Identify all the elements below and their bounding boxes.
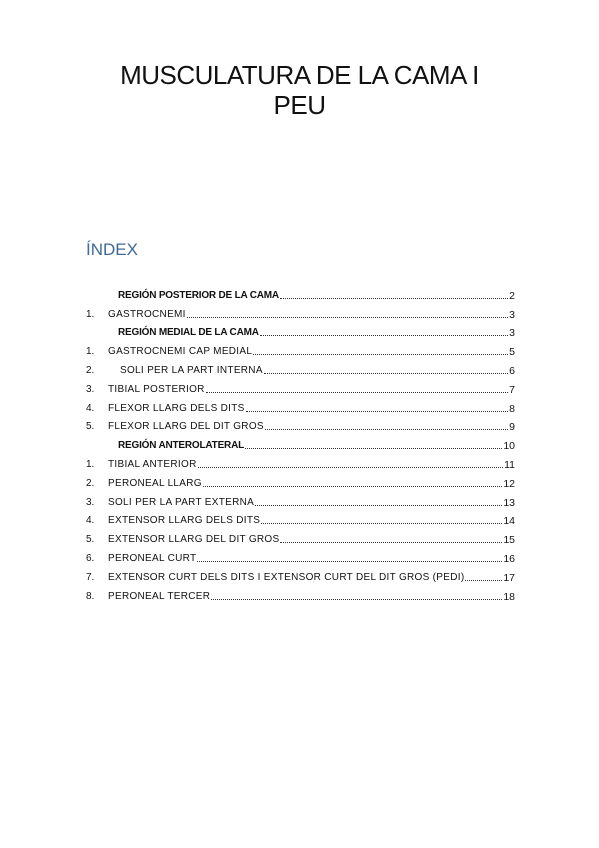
- toc-entry-label: PERONEAL TERCER: [108, 590, 211, 602]
- toc-entry-label: TIBIAL POSTERIOR: [108, 383, 205, 395]
- toc-dot-leader: [203, 486, 502, 487]
- toc-dot-leader: [261, 523, 502, 524]
- toc-page-number: 7: [509, 383, 515, 396]
- toc-entry-label: SOLI PER LA PART EXTERNA: [108, 496, 255, 508]
- toc-entry[interactable]: [86, 339, 515, 358]
- toc-dot-leader: [264, 373, 508, 374]
- table-of-contents: [86, 283, 515, 603]
- toc-entry-label: EXTENSOR LLARG DEL DIT GROS: [108, 534, 280, 546]
- toc-entry-label: REGIÓN ANTEROLATERAL: [118, 440, 244, 452]
- toc-page-number: 9: [509, 421, 515, 434]
- toc-entry-number: 1.: [86, 308, 95, 320]
- toc-dot-leader: [198, 467, 504, 468]
- toc-entry-number: 3.: [86, 383, 95, 395]
- toc-page-number: 11: [504, 458, 515, 471]
- toc-dot-leader: [280, 298, 508, 299]
- toc-entry-label: EXTENSOR LLARG DELS DITS: [108, 515, 261, 527]
- toc-entry[interactable]: [86, 415, 515, 434]
- toc-section-entry[interactable]: [86, 433, 515, 452]
- toc-entry-label: REGIÓN MEDIAL DE LA CAMA: [118, 327, 259, 339]
- toc-section-entry[interactable]: [86, 321, 515, 340]
- toc-dot-leader: [245, 448, 502, 449]
- toc-entry-label: FLEXOR LLARG DEL DIT GROS: [108, 421, 264, 433]
- toc-entry-label: EXTENSOR CURT DELS DITS I EXTENSOR CURT DEL DIT GROS (PEDI): [108, 571, 465, 583]
- toc-page-number: 13: [503, 496, 515, 509]
- toc-page-number: 8: [509, 402, 515, 415]
- toc-entry-number: 5.: [86, 534, 95, 546]
- document-title: [60, 60, 539, 120]
- toc-page-number: 2: [509, 289, 515, 302]
- toc-entry[interactable]: [86, 490, 515, 509]
- toc-entry[interactable]: [86, 565, 515, 584]
- toc-entry-label: GASTROCNEMI: [108, 308, 186, 320]
- toc-dot-leader: [187, 317, 508, 318]
- toc-entry-number: 2.: [86, 477, 95, 489]
- toc-dot-leader: [197, 561, 502, 562]
- toc-dot-leader: [255, 505, 502, 506]
- toc-dot-leader: [246, 411, 509, 412]
- toc-entry-number: 7.: [86, 571, 95, 583]
- toc-page-number: 16: [503, 552, 515, 565]
- toc-entry[interactable]: [86, 546, 515, 565]
- toc-dot-leader: [280, 542, 502, 543]
- toc-entry[interactable]: [86, 396, 515, 415]
- toc-section-entry[interactable]: [86, 283, 515, 302]
- toc-page-number: 12: [503, 477, 515, 490]
- toc-entry-label: PERONEAL LLARG: [108, 477, 202, 489]
- toc-entry-label: FLEXOR LLARG DELS DITS: [108, 402, 245, 414]
- index-heading: ÍNDEX: [86, 240, 138, 259]
- toc-entry-label: SOLI PER LA PART INTERNA: [120, 364, 263, 376]
- toc-page-number: 14: [503, 515, 515, 528]
- toc-dot-leader: [260, 335, 508, 336]
- toc-dot-leader: [206, 392, 508, 393]
- toc-entry[interactable]: [86, 584, 515, 603]
- toc-entry-number: 8.: [86, 590, 95, 602]
- toc-dot-leader: [211, 599, 502, 600]
- toc-entry-number: 1.: [86, 458, 95, 470]
- toc-entry-number: 5.: [86, 421, 95, 433]
- toc-entry-number: 1.: [86, 346, 95, 358]
- toc-entry[interactable]: [86, 452, 515, 471]
- toc-page-number: 10: [503, 440, 515, 453]
- toc-page-number: 6: [509, 364, 515, 377]
- toc-dot-leader: [465, 580, 502, 581]
- toc-page-number: 3: [509, 327, 515, 340]
- toc-entry[interactable]: [86, 377, 515, 396]
- toc-page-number: 3: [509, 308, 515, 321]
- toc-entry-label: TIBIAL ANTERIOR: [108, 458, 197, 470]
- toc-page-number: 5: [509, 346, 515, 359]
- toc-entry[interactable]: [86, 358, 515, 377]
- title-line-2: PEU: [273, 90, 326, 120]
- toc-entry[interactable]: [86, 471, 515, 490]
- toc-entry[interactable]: [86, 509, 515, 528]
- toc-dot-leader: [253, 354, 508, 355]
- toc-entry-number: 4.: [86, 515, 95, 527]
- toc-dot-leader: [265, 429, 508, 430]
- toc-entry-number: 6.: [86, 552, 95, 564]
- toc-page-number: 17: [503, 571, 515, 584]
- toc-entry[interactable]: [86, 302, 515, 321]
- toc-entry-number: 4.: [86, 402, 95, 414]
- toc-entry-label: PERONEAL CURT: [108, 552, 197, 564]
- toc-entry[interactable]: [86, 527, 515, 546]
- title-line-1: MUSCULATURA DE LA CAMA I: [120, 60, 479, 90]
- toc-page-number: 18: [503, 590, 515, 603]
- toc-entry-label: GASTROCNEMI CAP MEDIAL: [108, 346, 253, 358]
- toc-entry-number: 2.: [86, 364, 95, 376]
- toc-page-number: 15: [503, 534, 515, 547]
- toc-entry-number: 3.: [86, 496, 95, 508]
- toc-entry-label: REGIÓN POSTERIOR DE LA CAMA: [118, 289, 279, 301]
